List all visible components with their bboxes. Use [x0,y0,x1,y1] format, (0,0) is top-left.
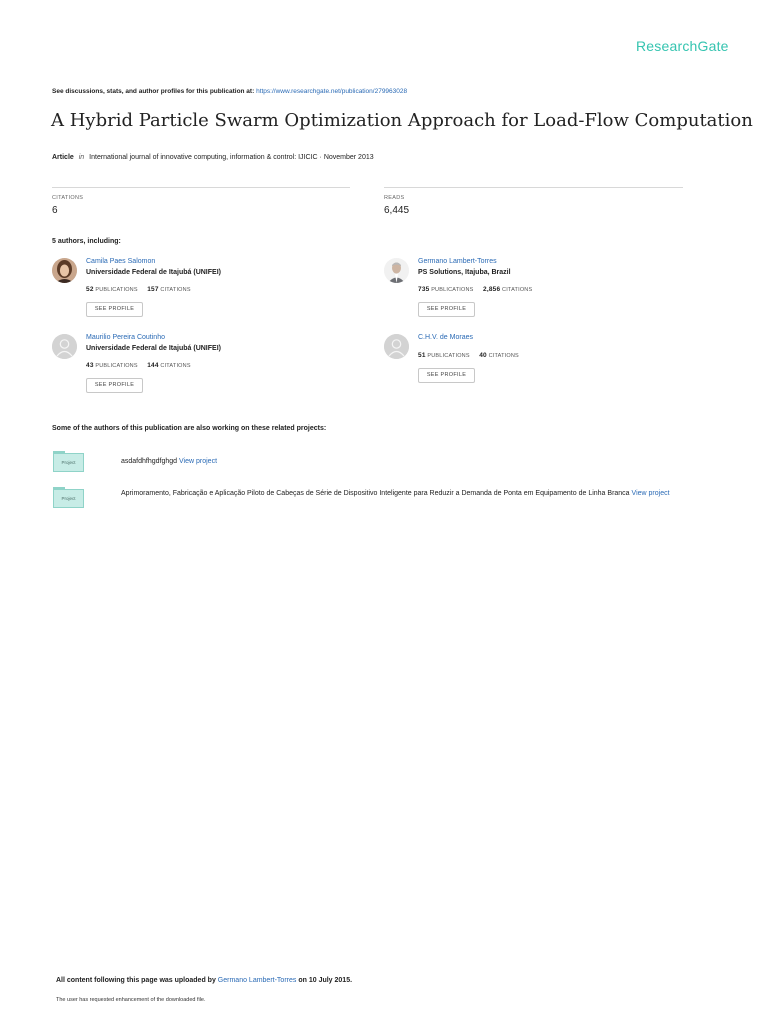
author-stats [86,286,191,293]
author-affiliation: Universidade Federal de Itajubá (UNIFEI) [86,269,221,276]
publications-count: 43 [86,362,94,369]
publication-type: Article [52,154,74,161]
view-project-link[interactable]: View project [179,458,218,465]
related-projects-heading: Some of the authors of this publication are also working on these related projects: [52,425,327,432]
author-stats [418,352,519,359]
author-affiliation: Universidade Federal de Itajubá (UNIFEI) [86,345,221,352]
discussion-line [52,88,407,95]
publications-label: PUBLICATIONS [95,363,138,369]
publications-count: 735 [418,286,430,293]
meta-separator: · [319,154,322,161]
journal-name: International journal of innovative computing, information & control: IJICIC [89,154,318,161]
project-folder-icon[interactable] [53,451,83,471]
researchgate-logo[interactable]: ResearchGate [636,38,729,54]
citations-label: CITATIONS [502,287,533,293]
author-card [384,334,684,404]
author-name-link[interactable]: C.H.V. de Moraes [418,334,473,341]
page-title: A Hybrid Particle Swarm Optimization Approach for Load-Flow Computation [51,110,753,131]
see-profile-button[interactable]: SEE PROFILE [418,302,475,317]
in-label: in [78,154,85,161]
publication-meta [52,154,374,161]
project-folder-icon[interactable] [53,487,83,507]
author-name-link[interactable]: Camila Paes Salomon [86,258,156,265]
project-icon-label: Project [53,489,84,508]
publications-count: 51 [418,352,426,359]
reads-label: READS [384,195,405,201]
reads-divider [384,187,683,188]
author-card [52,334,352,404]
project-title: asdafdhfhgdfghgd [121,458,178,465]
author-stats [418,286,532,293]
publications-count: 52 [86,286,94,293]
citations-label: CITATIONS [52,195,84,201]
enhancement-note: The user has requested enhancement of the downloaded file. [56,997,206,1003]
publications-label: PUBLICATIONS [95,287,138,293]
author-card [384,258,684,328]
see-profile-button[interactable]: SEE PROFILE [418,368,475,383]
citations-divider [52,187,350,188]
see-profile-button[interactable]: SEE PROFILE [86,302,143,317]
citations-count: 40 [479,352,487,359]
citations-label: CITATIONS [160,363,191,369]
project-item [121,458,217,465]
author-card [52,258,352,328]
citations-count: 2,856 [483,286,501,293]
citations-count: 144 [147,362,159,369]
author-affiliation: PS Solutions, Itajuba, Brazil [418,269,511,276]
uploader-link[interactable]: Germano Lambert-Torres [217,977,297,984]
authors-heading: 5 authors, including: [52,238,121,245]
discussion-text: See discussions, stats, and author profiles for this publication at: [52,88,255,95]
view-project-link[interactable]: View project [631,490,670,497]
citations-label: CITATIONS [488,353,519,359]
publication-date: November 2013 [323,154,374,161]
avatar[interactable] [384,258,409,283]
citations-label: CITATIONS [160,287,191,293]
project-icon-label: Project [53,453,84,472]
project-title: Aprimoramento, Fabricação e Aplicação Piloto de Cabeças de Série de Dispositivo Inteligente para Reduzir a Demanda de Ponta em Equipamento de Linha Branca [121,490,630,497]
citations-count: 157 [147,286,159,293]
project-item [121,487,726,500]
publications-label: PUBLICATIONS [427,353,470,359]
author-name-link[interactable]: Germano Lambert-Torres [418,258,497,265]
default-avatar-icon[interactable] [52,334,77,359]
author-name-link[interactable]: Maurilio Pereira Coutinho [86,334,165,341]
see-profile-button[interactable]: SEE PROFILE [86,378,143,393]
avatar[interactable] [52,258,77,283]
citations-value: 6 [52,205,58,216]
publication-url-link[interactable]: https://www.researchgate.net/publication/279963028 [256,88,408,95]
author-stats [86,362,191,369]
uploaded-prefix: All content following this page was uploaded by [56,977,216,984]
uploaded-date: on 10 July 2015. [298,977,353,984]
default-avatar-icon[interactable] [384,334,409,359]
publications-label: PUBLICATIONS [431,287,474,293]
reads-value: 6,445 [384,205,410,216]
upload-line [56,977,352,984]
